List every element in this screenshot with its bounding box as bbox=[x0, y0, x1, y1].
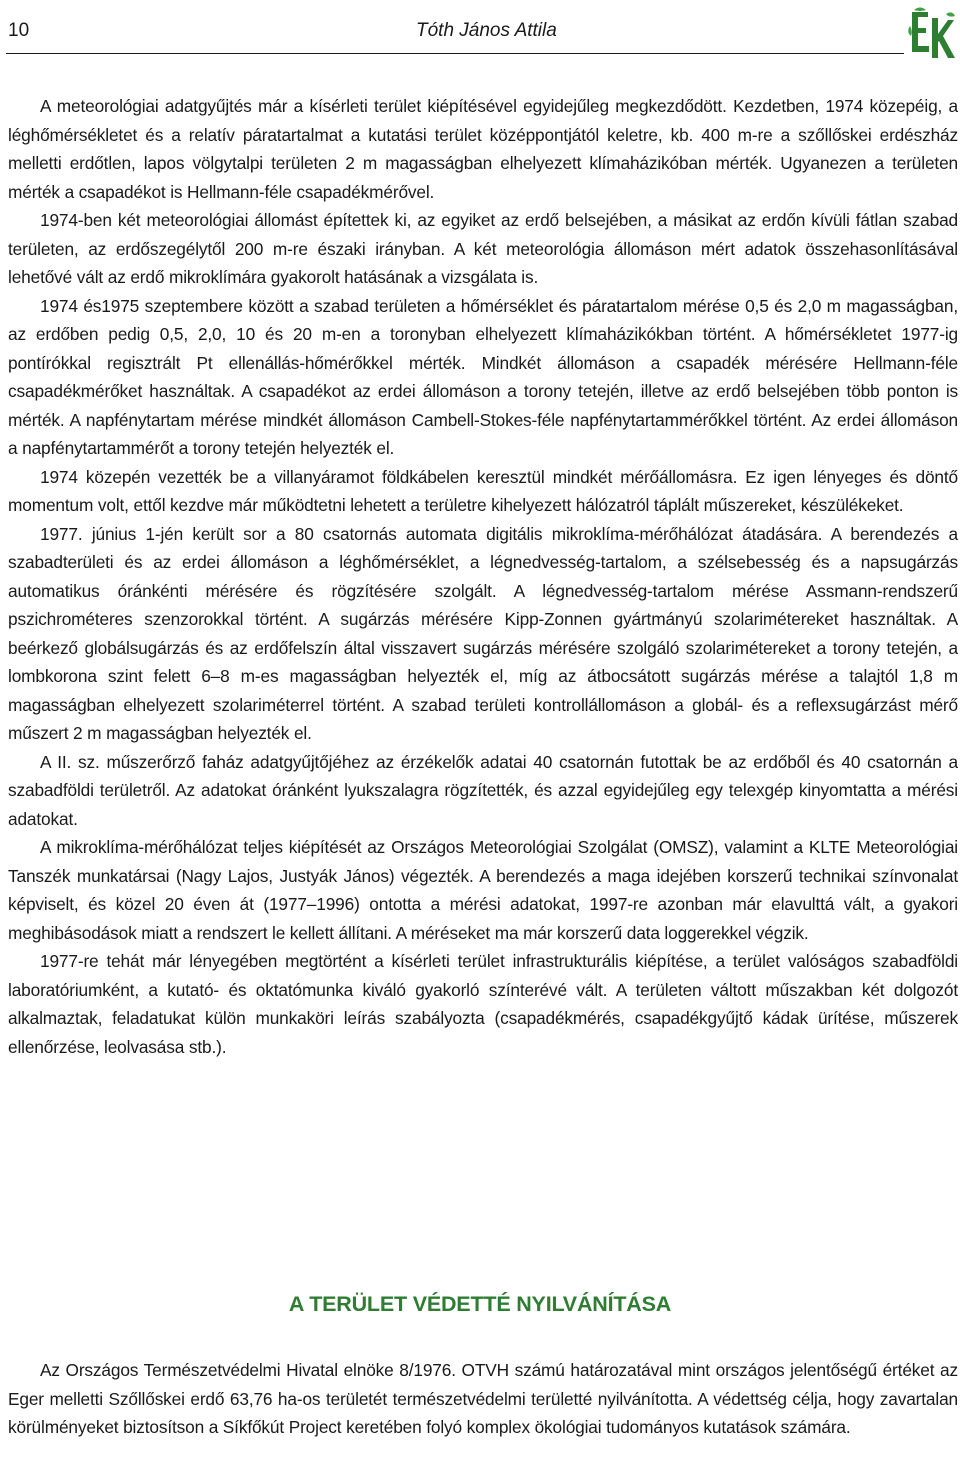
page-number: 10 bbox=[8, 20, 30, 41]
section-text bbox=[8, 1356, 958, 1442]
paragraph: A II. sz. műszerőrző faház adatgyűjtőjéhez az érzékelők adatai 40 csatornán futottak be az erdőből és 40 csatornán a szabadföldi területről. Az adatokat óránként lyukszalagra rögzítették, és azzal egyidejűleg egy telexgép kinyomtatta a mérési adatokat. bbox=[8, 751, 958, 829]
paragraph: A mikroklíma-mérőhálózat teljes kiépítését az Országos Meteorológiai Szolgálat (OMSZ), valamint a KLTE Meteorológiai Tanszék munkatársai (Nagy Lajos, Justyák János) végezték. A berendezés a maga idejében korszerű technikai színvonalat képviselt, és közel 20 éven át (1977–1996) ontotta a mérési adatokat, 1997-re azonban már elavulttá vált, a gyakori meghibásodások miatt a rendszert le kellett állítani. A méréseket ma már korszerű data loggerekkel végzik. bbox=[8, 837, 958, 943]
paragraph: 1977. június 1-jén került sor a 80 csatornás automata digitális mikroklíma-mérőhálózat átadására. A berendezés a szabadterületi és az erdei állomáson a léghőmérséklet, a légnedvesség-tartalom, a szélsebesség és a napsugárzás automatikus óránkénti mérésére és rögzítésére szolgált. A légnedvesség-tartalom mérése Assmann-rendszerű pszichrométeres szenzorokkal történt. A sugárzás mérésére Kipp-Zonnen gyártmányú szolarimétereket használtak. A beérkező globálsugárzás és az erdőfelszín által visszavert sugárzás mérésére szolgáló szolarimétereket a torony tetején, a lombkorona szint felett 6–8 m-es magasságban helyezték el, míg az átbocsátott sugárzás mérése a talajtól 1,8 m magasságban elhelyezett szolariméterrel történt. A szabad területi kontrollállomáson a globál- és a reflexsugárzást mérő műszert 2 m magasságban helyezték el. bbox=[8, 523, 958, 743]
paragraph: 1977-re tehát már lényegében megtörtént a kísérleti terület infrastrukturális kiépítése, a terület valóságos szabadföldi laboratóriumként, a kutató- és oktatómunka kiváló gyakorló színterévé vált. A területen váltott műszakban két dolgozót alkalmaztak, feladatukat külön munkaköri leírás szabályozta (csapadékmérés, csapadékgyűjtő kádak ürítése, műszerek ellenőrzése, leolvasása stb.). bbox=[8, 951, 958, 1057]
paragraph: 1974 és1975 szeptembere között a szabad területen a hőmérséklet és páratartalom mérése 0,5 és 2,0 m magasságban, az erdőben pedig 0,5, 2,0, 10 és 20 m-en a toronyban elhelyezett klímaházikókban történt. A hőmérsékletet 1977-ig pontírókkal regisztrált Pt ellenállás-hőmérőkkel mérték. Mindkét állomáson a csapadék mérésére Hellmann-féle csapadékmérőket használtak. A csapadékot az erdei állomáson a torony tetején, illetve az erdő belsejében több ponton is mérték. A napfénytartam mérése mindkét állomáson Cambell-Stokes-féle napfénytartammérőkkel történt. Az erdei állomáson a napfénytartammérőt a torony tetején helyezték el. bbox=[8, 295, 958, 458]
page-header bbox=[0, 0, 960, 60]
ek-logo bbox=[908, 6, 956, 60]
header-rule bbox=[6, 53, 904, 54]
section-heading: A TERÜLET VÉDETTÉ NYILVÁNÍTÁSA bbox=[288, 1292, 672, 1316]
paragraph: 1974-ben két meteorológiai állomást építettek ki, az egyiket az erdő belsejében, a másikat az erdőn kívüli fátlan szabad területen, az erdőszegélytől 200 m-re északi irányban. A két meteorológia állomáson mért adatok összehasonlításával lehetővé vált az erdő mikroklímára gyakorolt hatásának a vizsgálata is. bbox=[8, 210, 958, 287]
paragraph: Az Országos Természetvédelmi Hivatal elnöke 8/1976. OTVH számú határozatával mint országos jelentőségű értéket az Eger melletti Szőllőskei erdő 63,76 ha-os területét természetvédelmi területté nyilvánította. A védettség célja, hogy zavartalan körülményeket biztosítson a Síkfőkút Project keretében folyó komplex ökológiai tudományos kutatások számára. bbox=[8, 1360, 958, 1437]
running-title-author: Tóth János Attila bbox=[416, 20, 557, 41]
paragraph: A meteorológiai adatgyűjtés már a kísérleti terület kiépítésével egyidejűleg megkezdődött. Kezdetben, 1974 közepéig, a léghőmérsékletet és a relatív páratartalmat a kutatási terület középpontjától keletre, kb. 400 m-re a szőllőskei erdészház melletti erdőtlen, lapos völgytalpi területen 2 m magasságban elhelyezett klímaházikóban mérték. Ugyanezen a területen mérték a csapadékot is Hellmann-féle csapadékmérővel. bbox=[8, 96, 958, 202]
paragraph: 1974 közepén vezették be a villanyáramot földkábelen keresztül mindkét mérőállomásra. Ez igen lényeges és döntő momentum volt, ettől kezdve már működtetni lehetett a területre kihelyezett hálózatról táplált műszereket, készülékeket. bbox=[8, 466, 958, 515]
body-text bbox=[8, 92, 958, 1061]
